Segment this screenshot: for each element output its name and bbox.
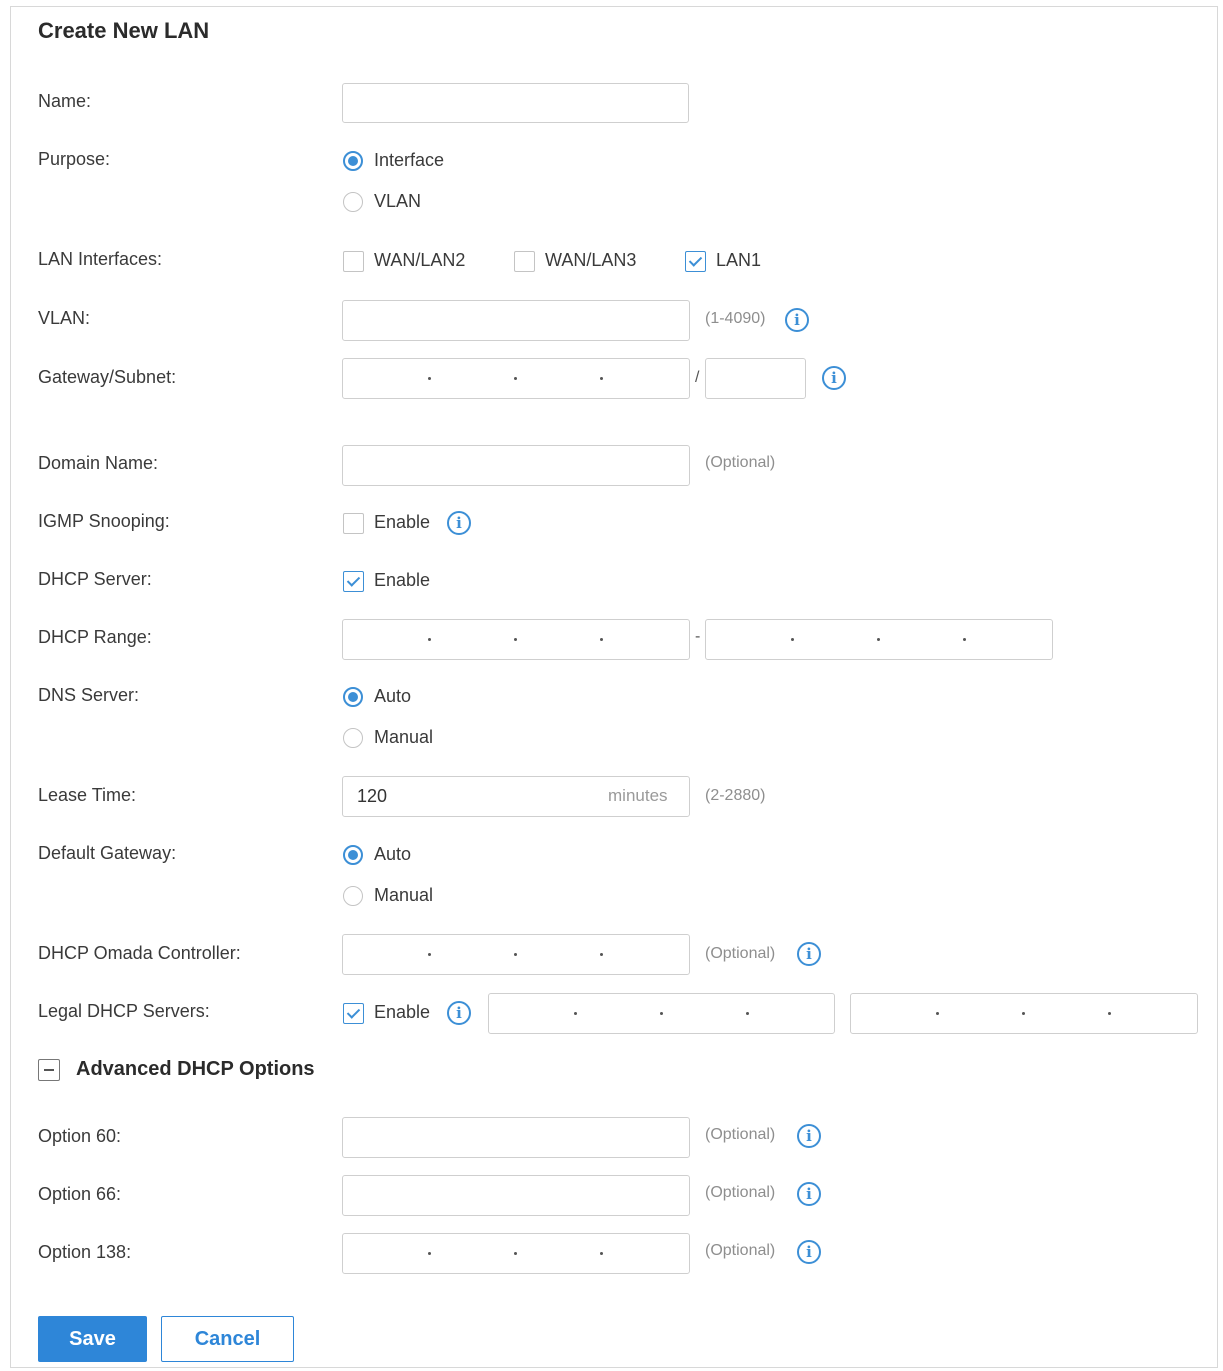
- lan-lan1-checkbox[interactable]: [685, 251, 706, 272]
- omada-optional-hint: (Optional): [705, 945, 776, 962]
- lan-lan1-label[interactable]: LAN1: [716, 250, 762, 270]
- gateway-subnet-label: Gateway/Subnet:: [38, 367, 177, 387]
- dns-auto-label[interactable]: Auto: [374, 686, 412, 706]
- legal-dhcp-enable-checkbox[interactable]: [343, 1003, 364, 1024]
- default-gateway-manual-radio[interactable]: [343, 886, 363, 906]
- ip-dot: [1022, 1012, 1025, 1015]
- default-gateway-auto-radio[interactable]: [343, 845, 363, 865]
- ip-dot: [877, 638, 880, 641]
- domain-name-label: Domain Name:: [38, 453, 159, 473]
- igmp-enable-label[interactable]: Enable: [374, 512, 431, 532]
- option60-input[interactable]: [342, 1117, 690, 1158]
- ip-dot: [428, 1252, 431, 1255]
- default-gateway-label: Default Gateway:: [38, 843, 177, 863]
- ip-dot: [514, 638, 517, 641]
- ip-dot: [514, 953, 517, 956]
- legal-dhcp-info-icon[interactable]: i: [447, 1001, 471, 1025]
- ip-dot: [514, 1252, 517, 1255]
- lan-wan-lan2-checkbox[interactable]: [343, 251, 364, 272]
- igmp-snooping-label: IGMP Snooping:: [38, 511, 170, 531]
- ip-dot: [600, 953, 603, 956]
- ip-dot: [428, 638, 431, 641]
- purpose-interface-label[interactable]: Interface: [374, 150, 445, 170]
- default-gateway-auto-label[interactable]: Auto: [374, 844, 412, 864]
- create-lan-panel: [10, 6, 1218, 1368]
- vlan-info-icon[interactable]: i: [785, 308, 809, 332]
- legal-dhcp-server-1-input[interactable]: [488, 993, 835, 1034]
- option138-optional-hint: (Optional): [705, 1242, 776, 1259]
- legal-dhcp-enable-label[interactable]: Enable: [374, 1002, 431, 1022]
- page-title: Create New LAN: [38, 18, 210, 43]
- purpose-vlan-label[interactable]: VLAN: [374, 191, 422, 211]
- ip-dot: [428, 377, 431, 380]
- dhcp-range-label: DHCP Range:: [38, 627, 152, 647]
- dhcp-range-start-input[interactable]: [342, 619, 690, 660]
- ip-dot: [514, 377, 517, 380]
- option138-input[interactable]: [342, 1233, 690, 1274]
- option138-label: Option 138:: [38, 1242, 132, 1262]
- omada-info-icon[interactable]: i: [797, 942, 821, 966]
- option60-label: Option 60:: [38, 1126, 122, 1146]
- default-gateway-manual-label[interactable]: Manual: [374, 885, 434, 905]
- gateway-info-icon[interactable]: i: [822, 366, 846, 390]
- igmp-enable-checkbox[interactable]: [343, 513, 364, 534]
- dns-server-label: DNS Server:: [38, 685, 140, 705]
- purpose-vlan-radio[interactable]: [343, 192, 363, 212]
- lease-time-label: Lease Time:: [38, 785, 137, 805]
- cancel-button[interactable]: Cancel: [161, 1316, 294, 1362]
- domain-name-input[interactable]: [342, 445, 690, 486]
- dhcp-server-enable-checkbox[interactable]: [343, 571, 364, 592]
- subnet-mask-input[interactable]: [705, 358, 806, 399]
- igmp-info-icon[interactable]: i: [447, 511, 471, 535]
- dns-manual-label[interactable]: Manual: [374, 727, 434, 747]
- lan-wan-lan3-label[interactable]: WAN/LAN3: [545, 250, 637, 270]
- vlan-input[interactable]: [342, 300, 690, 341]
- option66-info-icon[interactable]: i: [797, 1182, 821, 1206]
- dhcp-omada-controller-input[interactable]: [342, 934, 690, 975]
- gateway-ip-input[interactable]: [342, 358, 690, 399]
- dhcp-range-separator: -: [695, 628, 701, 645]
- lease-time-range-hint: (2-2880): [705, 787, 766, 804]
- ip-dot: [791, 638, 794, 641]
- ip-dot: [746, 1012, 749, 1015]
- save-button[interactable]: Save: [38, 1316, 147, 1362]
- lan-interfaces-label: LAN Interfaces:: [38, 249, 163, 269]
- lease-time-unit: minutes: [608, 786, 668, 805]
- legal-dhcp-servers-label: Legal DHCP Servers:: [38, 1001, 210, 1021]
- option66-input[interactable]: [342, 1175, 690, 1216]
- option60-info-icon[interactable]: i: [797, 1124, 821, 1148]
- ip-dot: [428, 953, 431, 956]
- dns-manual-radio[interactable]: [343, 728, 363, 748]
- name-label: Name:: [38, 91, 92, 111]
- ip-dot: [1108, 1012, 1111, 1015]
- vlan-range-hint: (1-4090): [705, 310, 766, 327]
- option66-optional-hint: (Optional): [705, 1184, 776, 1201]
- lan-wan-lan3-checkbox[interactable]: [514, 251, 535, 272]
- subnet-separator: /: [695, 369, 700, 386]
- dhcp-server-enable-label[interactable]: Enable: [374, 570, 431, 590]
- purpose-interface-radio[interactable]: [343, 151, 363, 171]
- ip-dot: [600, 638, 603, 641]
- option138-info-icon[interactable]: i: [797, 1240, 821, 1264]
- legal-dhcp-server-2-input[interactable]: [850, 993, 1198, 1034]
- ip-dot: [574, 1012, 577, 1015]
- domain-optional-hint: (Optional): [705, 454, 776, 471]
- dhcp-omada-controller-label: DHCP Omada Controller:: [38, 943, 241, 963]
- purpose-label: Purpose:: [38, 149, 111, 169]
- minus-square-icon[interactable]: [38, 1059, 60, 1081]
- name-input[interactable]: [342, 83, 689, 123]
- dhcp-range-end-input[interactable]: [705, 619, 1053, 660]
- option60-optional-hint: (Optional): [705, 1126, 776, 1143]
- ip-dot: [660, 1012, 663, 1015]
- ip-dot: [600, 377, 603, 380]
- dns-auto-radio[interactable]: [343, 687, 363, 707]
- dhcp-server-label: DHCP Server:: [38, 569, 152, 589]
- ip-dot: [936, 1012, 939, 1015]
- ip-dot: [600, 1252, 603, 1255]
- ip-dot: [963, 638, 966, 641]
- vlan-label: VLAN:: [38, 308, 91, 328]
- advanced-dhcp-options-title[interactable]: Advanced DHCP Options: [76, 1058, 315, 1080]
- lan-wan-lan2-label[interactable]: WAN/LAN2: [374, 250, 466, 270]
- option66-label: Option 66:: [38, 1184, 122, 1204]
